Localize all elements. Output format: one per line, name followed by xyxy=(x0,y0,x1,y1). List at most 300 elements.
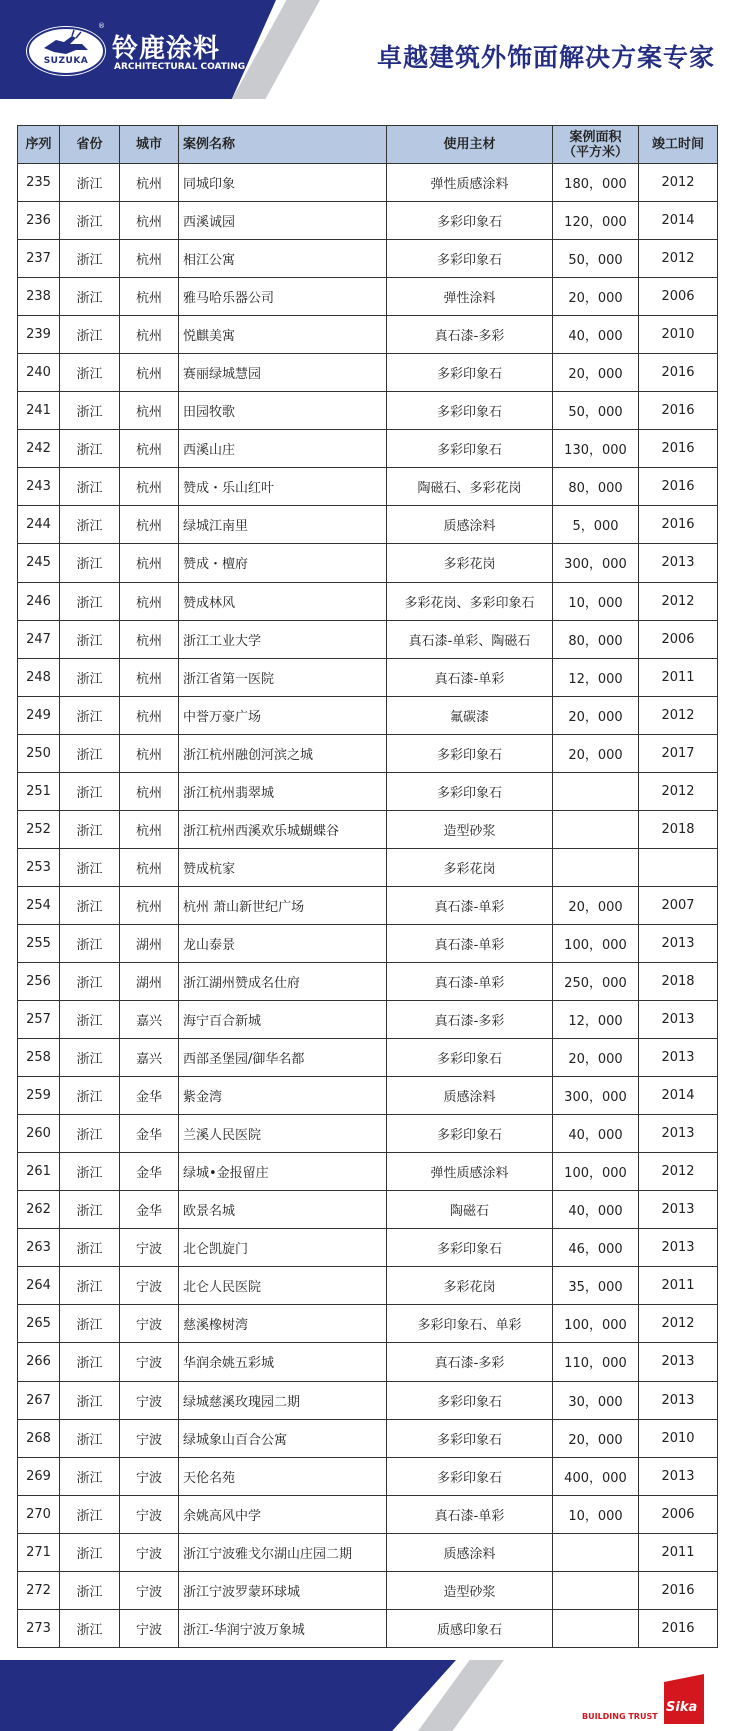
cell-province: 浙江 xyxy=(60,1229,120,1267)
sika-logo-icon xyxy=(660,1674,708,1724)
cell-case-name: 浙江工业大学 xyxy=(179,620,387,658)
cell-province: 浙江 xyxy=(60,468,120,506)
cell-index: 261 xyxy=(18,1153,60,1191)
cell-case-name: 华润余姚五彩城 xyxy=(179,1343,387,1381)
cell-province: 浙江 xyxy=(60,506,120,544)
cell-area xyxy=(553,810,639,848)
cell-area: 10，000 xyxy=(553,1495,639,1533)
cell-index: 271 xyxy=(18,1533,60,1571)
cell-case-name: 海宁百合新城 xyxy=(179,1001,387,1039)
cell-index: 252 xyxy=(18,810,60,848)
cell-completion-year: 2016 xyxy=(639,1609,718,1647)
cell-completion-year: 2010 xyxy=(639,1419,718,1457)
cell-city: 杭州 xyxy=(120,696,179,734)
cell-city: 杭州 xyxy=(120,848,179,886)
cell-city: 金华 xyxy=(120,1191,179,1229)
cell-city: 杭州 xyxy=(120,392,179,430)
cell-city: 宁波 xyxy=(120,1381,179,1419)
registered-mark: ® xyxy=(98,22,105,30)
cell-completion-year: 2016 xyxy=(639,430,718,468)
header-index: 序列 xyxy=(18,126,60,164)
cell-area: 20，000 xyxy=(553,354,639,392)
cell-province: 浙江 xyxy=(60,658,120,696)
cell-province: 浙江 xyxy=(60,696,120,734)
cell-index: 273 xyxy=(18,1609,60,1647)
cell-area: 40，000 xyxy=(553,1191,639,1229)
header-material: 使用主材 xyxy=(387,126,553,164)
cell-city: 杭州 xyxy=(120,544,179,582)
cell-case-name: 兰溪人民医院 xyxy=(179,1115,387,1153)
cell-case-name: 田园牧歌 xyxy=(179,392,387,430)
table-row xyxy=(18,1153,718,1191)
cell-material: 氟碳漆 xyxy=(387,696,553,734)
cell-province: 浙江 xyxy=(60,886,120,924)
cell-index: 255 xyxy=(18,924,60,962)
cell-completion-year: 2013 xyxy=(639,1001,718,1039)
cell-case-name: 浙江杭州融创河滨之城 xyxy=(179,734,387,772)
cell-city: 宁波 xyxy=(120,1495,179,1533)
cell-completion-year: 2012 xyxy=(639,1153,718,1191)
cell-province: 浙江 xyxy=(60,620,120,658)
header-province: 省份 xyxy=(60,126,120,164)
cell-area: 130，000 xyxy=(553,430,639,468)
cell-area: 40，000 xyxy=(553,1115,639,1153)
cell-area: 10，000 xyxy=(553,582,639,620)
cell-index: 257 xyxy=(18,1001,60,1039)
cell-index: 270 xyxy=(18,1495,60,1533)
cell-province: 浙江 xyxy=(60,1609,120,1647)
table-row xyxy=(18,1305,718,1343)
cell-case-name: 浙江宁波雅戈尔湖山庄园二期 xyxy=(179,1533,387,1571)
cell-area: 100，000 xyxy=(553,924,639,962)
cell-material: 弹性质感涂料 xyxy=(387,1153,553,1191)
cell-case-name: 余姚高风中学 xyxy=(179,1495,387,1533)
header-area-line1: 案例面积 xyxy=(569,129,622,145)
cell-case-name: 欧景名城 xyxy=(179,1191,387,1229)
cell-completion-year: 2014 xyxy=(639,202,718,240)
cell-material: 多彩花岗 xyxy=(387,544,553,582)
cell-material: 陶磁石、多彩花岗 xyxy=(387,468,553,506)
cell-area: 180，000 xyxy=(553,164,639,202)
cell-case-name: 赛丽绿城慧园 xyxy=(179,354,387,392)
cell-material: 多彩印象石 xyxy=(387,1419,553,1457)
table-row xyxy=(18,1609,718,1647)
cell-index: 248 xyxy=(18,658,60,696)
cell-area: 20，000 xyxy=(553,886,639,924)
case-table xyxy=(17,125,718,1648)
suzuka-logo xyxy=(26,26,106,76)
cell-material: 真石漆-多彩 xyxy=(387,316,553,354)
cell-area: 5，000 xyxy=(553,506,639,544)
cell-area xyxy=(553,1533,639,1571)
cell-index: 272 xyxy=(18,1571,60,1609)
cell-city: 杭州 xyxy=(120,772,179,810)
table-row xyxy=(18,1229,718,1267)
header-completion-year: 竣工时间 xyxy=(639,126,718,164)
cell-index: 259 xyxy=(18,1077,60,1115)
table-row xyxy=(18,1267,718,1305)
cell-area xyxy=(553,1571,639,1609)
cell-city: 宁波 xyxy=(120,1229,179,1267)
header-area-line2: （平方米） xyxy=(562,144,628,160)
cell-index: 249 xyxy=(18,696,60,734)
cell-completion-year: 2013 xyxy=(639,1229,718,1267)
table-row xyxy=(18,772,718,810)
case-table-container xyxy=(17,125,717,1648)
table-row xyxy=(18,582,718,620)
cell-completion-year: 2013 xyxy=(639,1115,718,1153)
table-row xyxy=(18,1077,718,1115)
cell-completion-year: 2012 xyxy=(639,582,718,620)
table-row xyxy=(18,620,718,658)
cell-completion-year: 2016 xyxy=(639,506,718,544)
cell-material: 多彩印象石 xyxy=(387,1381,553,1419)
cell-index: 241 xyxy=(18,392,60,430)
cell-index: 245 xyxy=(18,544,60,582)
cell-completion-year: 2010 xyxy=(639,316,718,354)
table-row xyxy=(18,1381,718,1419)
cell-area: 300，000 xyxy=(553,544,639,582)
cell-city: 杭州 xyxy=(120,886,179,924)
table-row xyxy=(18,886,718,924)
cell-city: 宁波 xyxy=(120,1305,179,1343)
cell-material: 多彩印象石、单彩 xyxy=(387,1305,553,1343)
cell-material: 多彩印象石 xyxy=(387,354,553,392)
cell-material: 多彩印象石 xyxy=(387,1457,553,1495)
table-row xyxy=(18,354,718,392)
cell-province: 浙江 xyxy=(60,1191,120,1229)
cell-city: 宁波 xyxy=(120,1571,179,1609)
page-title: 卓越建筑外饰面解决方案专家 xyxy=(376,43,715,72)
cell-index: 239 xyxy=(18,316,60,354)
cell-province: 浙江 xyxy=(60,962,120,1000)
cell-completion-year: 2018 xyxy=(639,810,718,848)
cell-province: 浙江 xyxy=(60,772,120,810)
table-row xyxy=(18,696,718,734)
cell-case-name: 北仑人民医院 xyxy=(179,1267,387,1305)
cell-case-name: 浙江宁波罗蒙环球城 xyxy=(179,1571,387,1609)
cell-completion-year: 2007 xyxy=(639,886,718,924)
cell-province: 浙江 xyxy=(60,1457,120,1495)
cell-city: 杭州 xyxy=(120,430,179,468)
cell-area: 80，000 xyxy=(553,620,639,658)
cell-index: 265 xyxy=(18,1305,60,1343)
cell-case-name: 绿城•金报留庄 xyxy=(179,1153,387,1191)
cell-completion-year: 2006 xyxy=(639,278,718,316)
cell-city: 杭州 xyxy=(120,164,179,202)
table-row xyxy=(18,1419,718,1457)
cell-case-name: 天伦名苑 xyxy=(179,1457,387,1495)
cell-city: 湖州 xyxy=(120,962,179,1000)
cell-area: 120，000 xyxy=(553,202,639,240)
cell-index: 240 xyxy=(18,354,60,392)
cell-completion-year: 2016 xyxy=(639,392,718,430)
cell-area: 12，000 xyxy=(553,658,639,696)
table-row xyxy=(18,278,718,316)
cell-province: 浙江 xyxy=(60,1571,120,1609)
cell-city: 金华 xyxy=(120,1077,179,1115)
cell-case-name: 浙江杭州翡翠城 xyxy=(179,772,387,810)
cell-province: 浙江 xyxy=(60,924,120,962)
cell-index: 242 xyxy=(18,430,60,468)
cell-index: 262 xyxy=(18,1191,60,1229)
cell-city: 宁波 xyxy=(120,1457,179,1495)
cell-completion-year: 2016 xyxy=(639,468,718,506)
cell-city: 金华 xyxy=(120,1153,179,1191)
cell-province: 浙江 xyxy=(60,1533,120,1571)
cell-province: 浙江 xyxy=(60,354,120,392)
cell-area: 40，000 xyxy=(553,316,639,354)
table-row xyxy=(18,734,718,772)
cell-case-name: 龙山泰景 xyxy=(179,924,387,962)
cell-completion-year: 2006 xyxy=(639,1495,718,1533)
cell-material: 多彩花岗、多彩印象石 xyxy=(387,582,553,620)
cell-index: 244 xyxy=(18,506,60,544)
cell-case-name: 慈溪橡树湾 xyxy=(179,1305,387,1343)
table-row xyxy=(18,1191,718,1229)
table-row xyxy=(18,848,718,886)
cell-completion-year: 2013 xyxy=(639,1381,718,1419)
cell-completion-year: 2013 xyxy=(639,1191,718,1229)
table-row xyxy=(18,658,718,696)
cell-province: 浙江 xyxy=(60,1077,120,1115)
cell-index: 235 xyxy=(18,164,60,202)
cell-completion-year: 2013 xyxy=(639,1343,718,1381)
cell-area: 20，000 xyxy=(553,1039,639,1077)
cell-city: 宁波 xyxy=(120,1343,179,1381)
cell-city: 嘉兴 xyxy=(120,1001,179,1039)
cell-area: 46，000 xyxy=(553,1229,639,1267)
cell-city: 金华 xyxy=(120,1115,179,1153)
cell-completion-year: 2012 xyxy=(639,164,718,202)
cell-index: 247 xyxy=(18,620,60,658)
cell-completion-year: 2016 xyxy=(639,1571,718,1609)
cell-city: 宁波 xyxy=(120,1267,179,1305)
cell-city: 杭州 xyxy=(120,620,179,658)
header-city: 城市 xyxy=(120,126,179,164)
cell-case-name: 紫金湾 xyxy=(179,1077,387,1115)
table-row xyxy=(18,1115,718,1153)
cell-material: 造型砂浆 xyxy=(387,1571,553,1609)
cell-material: 多彩花岗 xyxy=(387,1267,553,1305)
cell-case-name: 西部圣堡园/御华名都 xyxy=(179,1039,387,1077)
cell-index: 258 xyxy=(18,1039,60,1077)
cell-completion-year: 2014 xyxy=(639,1077,718,1115)
cell-city: 杭州 xyxy=(120,810,179,848)
cell-city: 杭州 xyxy=(120,316,179,354)
cell-material: 质感印象石 xyxy=(387,1609,553,1647)
cell-index: 238 xyxy=(18,278,60,316)
cell-province: 浙江 xyxy=(60,202,120,240)
table-row xyxy=(18,1001,718,1039)
cell-province: 浙江 xyxy=(60,1305,120,1343)
table-row xyxy=(18,962,718,1000)
table-row xyxy=(18,392,718,430)
cell-case-name: 中誉万豪广场 xyxy=(179,696,387,734)
cell-city: 杭州 xyxy=(120,202,179,240)
cell-case-name: 浙江-华润宁波万象城 xyxy=(179,1609,387,1647)
cell-index: 236 xyxy=(18,202,60,240)
table-row xyxy=(18,506,718,544)
cell-city: 杭州 xyxy=(120,506,179,544)
cell-province: 浙江 xyxy=(60,582,120,620)
cell-material: 质感涂料 xyxy=(387,1533,553,1571)
cell-completion-year: 2013 xyxy=(639,544,718,582)
cell-index: 253 xyxy=(18,848,60,886)
cell-case-name: 赞成・檀府 xyxy=(179,544,387,582)
cell-index: 237 xyxy=(18,240,60,278)
table-row xyxy=(18,810,718,848)
cell-material: 多彩花岗 xyxy=(387,848,553,886)
cell-material: 真石漆-单彩 xyxy=(387,962,553,1000)
cell-completion-year: 2012 xyxy=(639,240,718,278)
cell-province: 浙江 xyxy=(60,1495,120,1533)
cell-material: 多彩印象石 xyxy=(387,734,553,772)
cell-material: 造型砂浆 xyxy=(387,810,553,848)
table-row xyxy=(18,430,718,468)
cell-material: 陶磁石 xyxy=(387,1191,553,1229)
cell-index: 250 xyxy=(18,734,60,772)
cell-province: 浙江 xyxy=(60,1267,120,1305)
cell-material: 多彩印象石 xyxy=(387,1229,553,1267)
table-row xyxy=(18,316,718,354)
table-row xyxy=(18,544,718,582)
cell-material: 弹性涂料 xyxy=(387,278,553,316)
cell-case-name: 同城印象 xyxy=(179,164,387,202)
table-header-row xyxy=(18,126,718,164)
cell-city: 宁波 xyxy=(120,1419,179,1457)
table-row xyxy=(18,1571,718,1609)
sika-logo-text: Sika xyxy=(666,1700,698,1715)
cell-city: 嘉兴 xyxy=(120,1039,179,1077)
cell-province: 浙江 xyxy=(60,848,120,886)
cell-area: 300，000 xyxy=(553,1077,639,1115)
cell-province: 浙江 xyxy=(60,164,120,202)
cell-index: 243 xyxy=(18,468,60,506)
header-case-name: 案例名称 xyxy=(179,126,387,164)
cell-material: 真石漆-单彩 xyxy=(387,1495,553,1533)
cell-completion-year: 2012 xyxy=(639,772,718,810)
cell-material: 真石漆-单彩 xyxy=(387,658,553,696)
cell-completion-year: 2011 xyxy=(639,1533,718,1571)
cell-material: 多彩印象石 xyxy=(387,202,553,240)
deer-icon xyxy=(26,26,106,76)
cell-completion-year: 2018 xyxy=(639,962,718,1000)
cell-completion-year: 2017 xyxy=(639,734,718,772)
cell-completion-year: 2011 xyxy=(639,658,718,696)
cell-case-name: 悦麒美寓 xyxy=(179,316,387,354)
cell-completion-year: 2013 xyxy=(639,1457,718,1495)
cell-area xyxy=(553,848,639,886)
cell-index: 263 xyxy=(18,1229,60,1267)
cell-province: 浙江 xyxy=(60,810,120,848)
cell-province: 浙江 xyxy=(60,734,120,772)
cell-material: 多彩印象石 xyxy=(387,1115,553,1153)
cell-completion-year: 2012 xyxy=(639,696,718,734)
cell-area: 20，000 xyxy=(553,278,639,316)
table-row xyxy=(18,164,718,202)
cell-area: 30，000 xyxy=(553,1381,639,1419)
cell-city: 杭州 xyxy=(120,658,179,696)
building-trust-tagline: BUILDING TRUST xyxy=(582,1712,658,1721)
cell-city: 杭州 xyxy=(120,582,179,620)
cell-area: 20，000 xyxy=(553,696,639,734)
cell-province: 浙江 xyxy=(60,544,120,582)
cell-index: 251 xyxy=(18,772,60,810)
cell-case-name: 赞成林风 xyxy=(179,582,387,620)
table-row xyxy=(18,1457,718,1495)
cell-area: 50，000 xyxy=(553,392,639,430)
cell-index: 256 xyxy=(18,962,60,1000)
cell-province: 浙江 xyxy=(60,392,120,430)
cell-case-name: 赞成・乐山红叶 xyxy=(179,468,387,506)
cell-material: 多彩印象石 xyxy=(387,240,553,278)
cell-area: 20，000 xyxy=(553,1419,639,1457)
cell-case-name: 赞成杭家 xyxy=(179,848,387,886)
cell-material: 真石漆-单彩 xyxy=(387,886,553,924)
cell-case-name: 相江公寓 xyxy=(179,240,387,278)
table-row xyxy=(18,468,718,506)
cell-area: 12，000 xyxy=(553,1001,639,1039)
cell-province: 浙江 xyxy=(60,316,120,354)
cell-province: 浙江 xyxy=(60,430,120,468)
cell-case-name: 浙江湖州赞成名仕府 xyxy=(179,962,387,1000)
cell-city: 湖州 xyxy=(120,924,179,962)
cell-case-name: 西溪山庄 xyxy=(179,430,387,468)
cell-index: 264 xyxy=(18,1267,60,1305)
cell-material: 多彩印象石 xyxy=(387,430,553,468)
table-row xyxy=(18,1343,718,1381)
cell-material: 质感涂料 xyxy=(387,506,553,544)
cell-completion-year: 2011 xyxy=(639,1267,718,1305)
cell-case-name: 北仑凯旋门 xyxy=(179,1229,387,1267)
cell-completion-year xyxy=(639,848,718,886)
cell-area: 110，000 xyxy=(553,1343,639,1381)
cell-index: 260 xyxy=(18,1115,60,1153)
cell-area: 50，000 xyxy=(553,240,639,278)
cell-case-name: 浙江省第一医院 xyxy=(179,658,387,696)
cell-completion-year: 2013 xyxy=(639,924,718,962)
cell-material: 真石漆-多彩 xyxy=(387,1001,553,1039)
cell-material: 质感涂料 xyxy=(387,1077,553,1115)
cell-index: 267 xyxy=(18,1381,60,1419)
cell-area: 100，000 xyxy=(553,1305,639,1343)
cell-province: 浙江 xyxy=(60,240,120,278)
cell-index: 254 xyxy=(18,886,60,924)
cell-city: 宁波 xyxy=(120,1533,179,1571)
cell-case-name: 绿城江南里 xyxy=(179,506,387,544)
cell-city: 杭州 xyxy=(120,240,179,278)
cell-material: 弹性质感涂料 xyxy=(387,164,553,202)
cell-completion-year: 2012 xyxy=(639,1305,718,1343)
cell-case-name: 绿城慈溪玫瑰园二期 xyxy=(179,1381,387,1419)
cell-city: 宁波 xyxy=(120,1609,179,1647)
brand-name-cn: 铃鹿涂料 xyxy=(112,34,221,64)
cell-case-name: 西溪诚园 xyxy=(179,202,387,240)
cell-province: 浙江 xyxy=(60,278,120,316)
table-row xyxy=(18,1495,718,1533)
cell-material: 真石漆-单彩、陶磁石 xyxy=(387,620,553,658)
cell-index: 246 xyxy=(18,582,60,620)
table-row xyxy=(18,202,718,240)
brand-name-en: ARCHITECTURAL COATING xyxy=(114,62,246,72)
cell-city: 杭州 xyxy=(120,468,179,506)
cell-material: 多彩印象石 xyxy=(387,772,553,810)
page-footer xyxy=(0,1660,734,1731)
cell-province: 浙江 xyxy=(60,1381,120,1419)
cell-province: 浙江 xyxy=(60,1039,120,1077)
cell-case-name: 雅马哈乐器公司 xyxy=(179,278,387,316)
